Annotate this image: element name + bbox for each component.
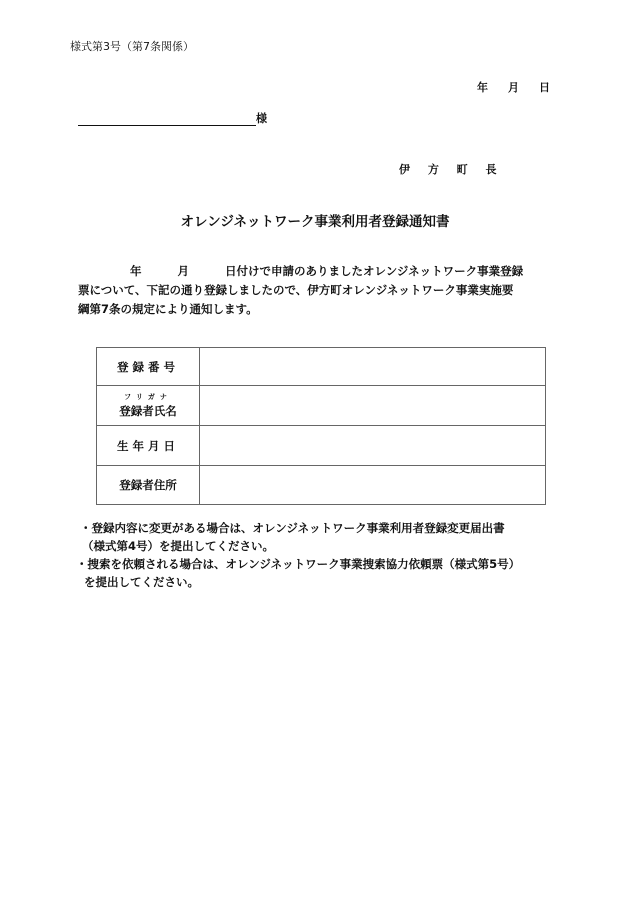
value-registrant-name <box>200 386 546 426</box>
note-line-4: を提出してください。 <box>84 575 199 589</box>
date-day-label: 日 <box>539 81 550 94</box>
notes <box>76 519 521 591</box>
table-row <box>97 348 546 386</box>
body-line-1 <box>78 262 553 281</box>
table-row <box>97 466 546 505</box>
date-line <box>477 79 550 95</box>
note-line-1: ・登録内容に変更がある場合は、オレンジネットワーク事業利用者登録変更届出書 <box>80 521 505 535</box>
label-registrant-address: 登録者住所 <box>97 466 200 505</box>
value-registration-number <box>200 348 546 386</box>
note-line-2: （様式第4号）を提出してください。 <box>82 539 274 553</box>
value-registrant-address <box>200 466 546 505</box>
note-line-3: ・捜索を依頼される場合は、オレンジネットワーク事業捜索協力依頼票（様式第5号） <box>76 557 521 571</box>
date-month-label: 月 <box>508 81 519 94</box>
addressee <box>78 110 267 126</box>
date-year-label: 年 <box>477 81 488 94</box>
label-registrant-name: 登録者氏名 <box>119 403 177 418</box>
label-date-of-birth: 生年月日 <box>97 426 200 466</box>
issuer: 伊 方 町 長 <box>399 163 504 176</box>
table-row <box>97 426 546 466</box>
body-line-1-rest: 日付けで申請のありましたオレンジネットワーク事業登録 <box>225 264 524 278</box>
body-year-label: 年 <box>130 264 142 278</box>
furigana-label: フリガナ <box>124 392 172 401</box>
addressee-blank-line <box>78 113 256 126</box>
label-registration-number: 登録番号 <box>97 348 200 386</box>
body-text <box>78 262 553 319</box>
addressee-suffix: 様 <box>256 112 267 125</box>
form-number: 様式第3号（第7条関係） <box>70 40 194 53</box>
label-registrant-name-cell <box>97 386 200 426</box>
registration-table <box>96 347 546 505</box>
document-title: オレンジネットワーク事業利用者登録通知書 <box>180 214 450 230</box>
body-month-label: 月 <box>177 264 189 278</box>
value-date-of-birth <box>200 426 546 466</box>
table-row <box>97 386 546 426</box>
body-line-2: 票について、下記の通り登録しましたので、伊方町オレンジネットワーク事業実施要 <box>78 283 514 297</box>
body-line-3: 綱第7条の規定により通知します。 <box>78 302 258 316</box>
